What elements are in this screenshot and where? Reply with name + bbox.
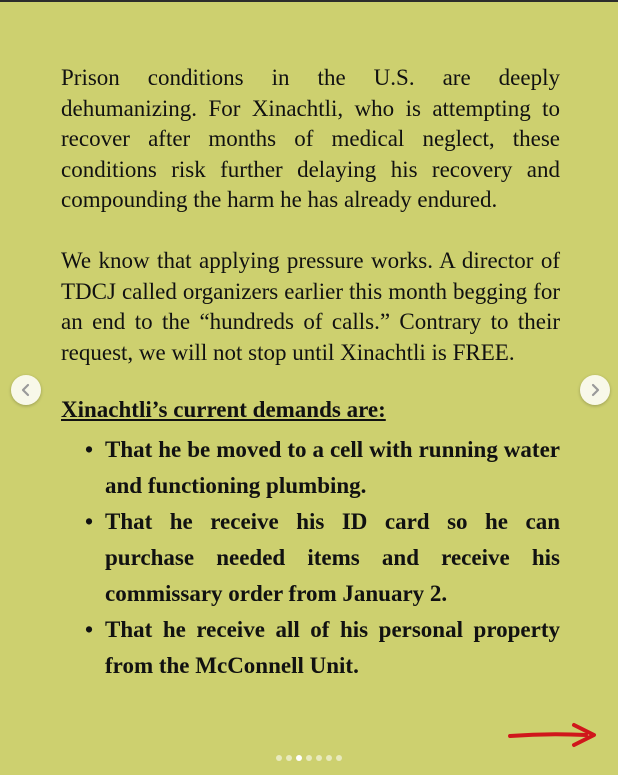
bullet-icon: •: [85, 509, 94, 534]
list-item: [61, 612, 560, 684]
top-divider: [0, 0, 618, 2]
slide-content: [61, 63, 560, 684]
demand-text: That he be moved to a cell with running water and functioning plumbing.: [105, 437, 560, 498]
carousel-indicator: [0, 755, 618, 761]
demand-text: That he receive his ID card so he can purchase needed items and receive his commissary order from January 2.: [105, 509, 560, 606]
next-slide-button[interactable]: [580, 375, 610, 405]
paragraph-pressure-works: We know that applying pressure works. A director of TDCJ called organizers earlier this month begging for an end to the “hundreds of calls.” Contrary to their request, we will not stop until Xinachtli is FREE.: [61, 248, 560, 365]
red-arrow-icon: [508, 721, 598, 749]
carousel-dot: [306, 755, 312, 761]
bullet-icon: •: [85, 617, 94, 642]
carousel-dot: [296, 755, 302, 761]
list-item: [61, 504, 560, 612]
previous-slide-button[interactable]: [11, 375, 41, 405]
demands-list: [61, 432, 560, 684]
bullet-icon: •: [85, 437, 94, 462]
carousel-dot: [326, 755, 332, 761]
demand-text: That he receive all of his personal property from the McConnell Unit.: [105, 617, 560, 678]
carousel-dot: [276, 755, 282, 761]
paragraph-prison-conditions: Prison conditions in the U.S. are deeply dehumanizing. For Xinachtli, who is attempting to recover after months of medical neglect, these conditions risk further delaying his recovery and compounding the harm he has already endured.: [61, 65, 560, 212]
chevron-left-icon: [19, 383, 33, 397]
carousel-dot: [336, 755, 342, 761]
demands-title: Xinachtli’s current demands are:: [61, 397, 386, 422]
list-item: [61, 432, 560, 504]
carousel-dot: [286, 755, 292, 761]
carousel-dot: [316, 755, 322, 761]
chevron-right-icon: [588, 383, 602, 397]
